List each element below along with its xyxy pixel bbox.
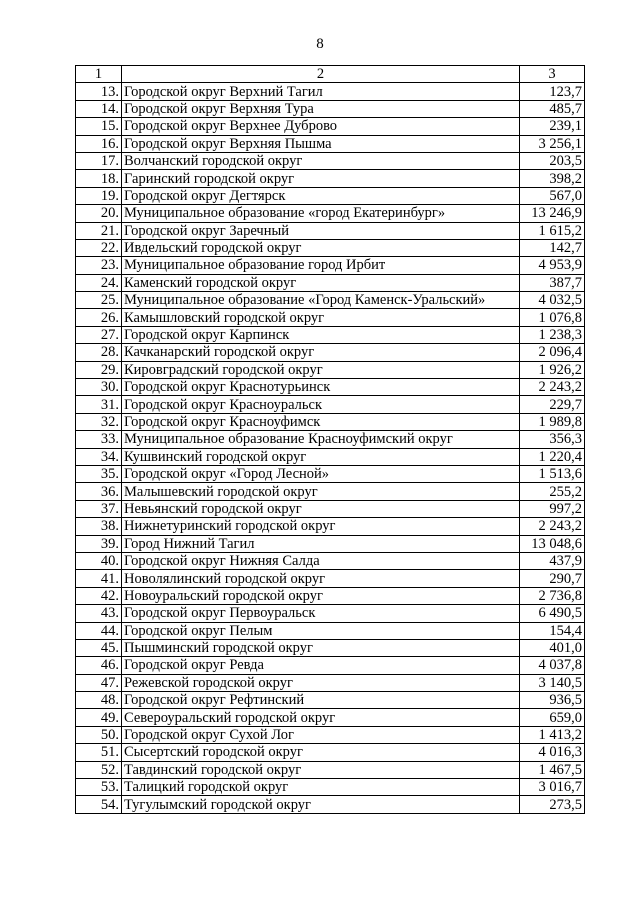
row-value-cell: 398,2 xyxy=(520,170,585,187)
row-value-cell: 4 953,9 xyxy=(520,257,585,274)
table-header-row xyxy=(76,66,585,83)
row-name-cell: Пышминский городской округ xyxy=(122,639,520,656)
table-row xyxy=(76,309,585,326)
row-value-cell: 154,4 xyxy=(520,622,585,639)
row-number-cell: 32. xyxy=(76,413,122,430)
row-name-cell: Тавдинский городской округ xyxy=(122,761,520,778)
row-value-cell: 4 037,8 xyxy=(520,657,585,674)
row-name-cell: Городской округ Карпинск xyxy=(122,326,520,343)
table-body xyxy=(76,66,585,814)
row-name-cell: Городской округ Ревда xyxy=(122,657,520,674)
row-number-cell: 15. xyxy=(76,118,122,135)
row-number-cell: 29. xyxy=(76,361,122,378)
row-name-cell: Городской округ Верхний Тагил xyxy=(122,83,520,100)
table-row xyxy=(76,779,585,796)
data-table xyxy=(75,65,585,814)
row-value-cell: 401,0 xyxy=(520,639,585,656)
table-row xyxy=(76,605,585,622)
table-row xyxy=(76,239,585,256)
row-number-cell: 39. xyxy=(76,535,122,552)
row-name-cell: Камышловский городской округ xyxy=(122,309,520,326)
row-name-cell: Ивдельский городской округ xyxy=(122,239,520,256)
row-name-cell: Новоуральский городской округ xyxy=(122,587,520,604)
page-number: 8 xyxy=(316,36,324,52)
row-number-cell: 33. xyxy=(76,431,122,448)
table-row xyxy=(76,465,585,482)
table-row xyxy=(76,431,585,448)
row-value-cell: 13 246,9 xyxy=(520,205,585,222)
row-name-cell: Кировградский городской округ xyxy=(122,361,520,378)
table-row xyxy=(76,152,585,169)
row-name-cell: Городской округ Краснотурьинск xyxy=(122,379,520,396)
row-value-cell: 273,5 xyxy=(520,796,585,813)
row-value-cell: 1 076,8 xyxy=(520,309,585,326)
table-row xyxy=(76,83,585,100)
row-number-cell: 13. xyxy=(76,83,122,100)
row-name-cell: Городской округ Пелым xyxy=(122,622,520,639)
table-row xyxy=(76,622,585,639)
table-row xyxy=(76,257,585,274)
table-row xyxy=(76,500,585,517)
table-row xyxy=(76,274,585,291)
row-name-cell: Каменский городской округ xyxy=(122,274,520,291)
table-row xyxy=(76,187,585,204)
header-col-name: 2 xyxy=(122,66,520,83)
row-number-cell: 45. xyxy=(76,639,122,656)
row-number-cell: 42. xyxy=(76,587,122,604)
row-name-cell: Городской округ Нижняя Салда xyxy=(122,552,520,569)
row-name-cell: Режевской городской округ xyxy=(122,674,520,691)
table-row xyxy=(76,726,585,743)
row-number-cell: 37. xyxy=(76,500,122,517)
row-value-cell: 3 256,1 xyxy=(520,135,585,152)
row-name-cell: Кушвинский городской округ xyxy=(122,448,520,465)
row-number-cell: 51. xyxy=(76,744,122,761)
table-row xyxy=(76,344,585,361)
table-row xyxy=(76,744,585,761)
row-value-cell: 3 140,5 xyxy=(520,674,585,691)
row-number-cell: 24. xyxy=(76,274,122,291)
row-name-cell: Качканарский городской округ xyxy=(122,344,520,361)
row-number-cell: 16. xyxy=(76,135,122,152)
row-number-cell: 40. xyxy=(76,552,122,569)
row-number-cell: 43. xyxy=(76,605,122,622)
row-number-cell: 18. xyxy=(76,170,122,187)
row-number-cell: 31. xyxy=(76,396,122,413)
row-value-cell: 2 096,4 xyxy=(520,344,585,361)
row-name-cell: Новолялинский городской округ xyxy=(122,570,520,587)
row-value-cell: 659,0 xyxy=(520,709,585,726)
table-row xyxy=(76,639,585,656)
row-name-cell: Невьянский городской округ xyxy=(122,500,520,517)
table-row xyxy=(76,379,585,396)
row-name-cell: Талицкий городской округ xyxy=(122,779,520,796)
row-value-cell: 1 989,8 xyxy=(520,413,585,430)
row-name-cell: Гаринский городской округ xyxy=(122,170,520,187)
row-name-cell: Городской округ Красноуральск xyxy=(122,396,520,413)
table-row xyxy=(76,396,585,413)
table-row xyxy=(76,483,585,500)
table-row xyxy=(76,709,585,726)
row-name-cell: Муниципальное образование «город Екатеринбург» xyxy=(122,205,520,222)
row-name-cell: Городской округ Верхняя Тура xyxy=(122,100,520,117)
table-row xyxy=(76,518,585,535)
row-name-cell: Волчанский городской округ xyxy=(122,152,520,169)
row-name-cell: Городской округ «Город Лесной» xyxy=(122,465,520,482)
row-number-cell: 54. xyxy=(76,796,122,813)
row-name-cell: Городской округ Верхняя Пышма xyxy=(122,135,520,152)
row-number-cell: 14. xyxy=(76,100,122,117)
row-number-cell: 41. xyxy=(76,570,122,587)
table-row xyxy=(76,448,585,465)
row-name-cell: Городской округ Заречный xyxy=(122,222,520,239)
row-value-cell: 356,3 xyxy=(520,431,585,448)
row-value-cell: 229,7 xyxy=(520,396,585,413)
table-row xyxy=(76,100,585,117)
row-value-cell: 255,2 xyxy=(520,483,585,500)
table-row xyxy=(76,796,585,813)
row-number-cell: 21. xyxy=(76,222,122,239)
table-row xyxy=(76,326,585,343)
row-value-cell: 2 736,8 xyxy=(520,587,585,604)
row-number-cell: 53. xyxy=(76,779,122,796)
row-value-cell: 6 490,5 xyxy=(520,605,585,622)
row-value-cell: 3 016,7 xyxy=(520,779,585,796)
row-number-cell: 34. xyxy=(76,448,122,465)
row-value-cell: 203,5 xyxy=(520,152,585,169)
table-row xyxy=(76,552,585,569)
row-value-cell: 1 238,3 xyxy=(520,326,585,343)
row-number-cell: 48. xyxy=(76,692,122,709)
row-value-cell: 567,0 xyxy=(520,187,585,204)
table-row xyxy=(76,361,585,378)
row-value-cell: 1 220,4 xyxy=(520,448,585,465)
row-value-cell: 13 048,6 xyxy=(520,535,585,552)
row-number-cell: 50. xyxy=(76,726,122,743)
header-col-value: 3 xyxy=(520,66,585,83)
row-number-cell: 52. xyxy=(76,761,122,778)
row-name-cell: Городской округ Рефтинский xyxy=(122,692,520,709)
row-number-cell: 22. xyxy=(76,239,122,256)
table-row xyxy=(76,292,585,309)
row-number-cell: 20. xyxy=(76,205,122,222)
row-number-cell: 28. xyxy=(76,344,122,361)
row-value-cell: 2 243,2 xyxy=(520,379,585,396)
table-row xyxy=(76,570,585,587)
table-row xyxy=(76,205,585,222)
table-row xyxy=(76,135,585,152)
table-row xyxy=(76,222,585,239)
table-row xyxy=(76,413,585,430)
row-value-cell: 1 615,2 xyxy=(520,222,585,239)
row-value-cell: 1 513,6 xyxy=(520,465,585,482)
row-number-cell: 25. xyxy=(76,292,122,309)
row-name-cell: Муниципальное образование «Город Каменск-Уральский» xyxy=(122,292,520,309)
row-number-cell: 46. xyxy=(76,657,122,674)
row-value-cell: 936,5 xyxy=(520,692,585,709)
row-name-cell: Город Нижний Тагил xyxy=(122,535,520,552)
row-name-cell: Муниципальное образование город Ирбит xyxy=(122,257,520,274)
row-value-cell: 485,7 xyxy=(520,100,585,117)
row-number-cell: 36. xyxy=(76,483,122,500)
header-col-number: 1 xyxy=(76,66,122,83)
row-value-cell: 123,7 xyxy=(520,83,585,100)
row-name-cell: Городской округ Верхнее Дуброво xyxy=(122,118,520,135)
row-name-cell: Городской округ Сухой Лог xyxy=(122,726,520,743)
table-row xyxy=(76,674,585,691)
table-row xyxy=(76,657,585,674)
row-number-cell: 49. xyxy=(76,709,122,726)
row-value-cell: 142,7 xyxy=(520,239,585,256)
row-number-cell: 38. xyxy=(76,518,122,535)
row-name-cell: Тугулымский городской округ xyxy=(122,796,520,813)
row-number-cell: 19. xyxy=(76,187,122,204)
row-name-cell: Городской округ Первоуральск xyxy=(122,605,520,622)
row-value-cell: 1 926,2 xyxy=(520,361,585,378)
row-name-cell: Муниципальное образование Красноуфимский округ xyxy=(122,431,520,448)
row-value-cell: 290,7 xyxy=(520,570,585,587)
row-name-cell: Сысертский городской округ xyxy=(122,744,520,761)
row-name-cell: Малышевский городской округ xyxy=(122,483,520,500)
row-number-cell: 26. xyxy=(76,309,122,326)
row-value-cell: 1 467,5 xyxy=(520,761,585,778)
row-value-cell: 239,1 xyxy=(520,118,585,135)
row-number-cell: 17. xyxy=(76,152,122,169)
row-name-cell: Североуральский городской округ xyxy=(122,709,520,726)
row-value-cell: 387,7 xyxy=(520,274,585,291)
table-row xyxy=(76,692,585,709)
table-row xyxy=(76,170,585,187)
row-value-cell: 437,9 xyxy=(520,552,585,569)
row-value-cell: 997,2 xyxy=(520,500,585,517)
row-value-cell: 1 413,2 xyxy=(520,726,585,743)
table-row xyxy=(76,587,585,604)
table-row xyxy=(76,535,585,552)
row-number-cell: 35. xyxy=(76,465,122,482)
row-name-cell: Городской округ Красноуфимск xyxy=(122,413,520,430)
row-value-cell: 4 032,5 xyxy=(520,292,585,309)
row-value-cell: 4 016,3 xyxy=(520,744,585,761)
row-number-cell: 47. xyxy=(76,674,122,691)
row-number-cell: 30. xyxy=(76,379,122,396)
row-number-cell: 27. xyxy=(76,326,122,343)
row-value-cell: 2 243,2 xyxy=(520,518,585,535)
table-row xyxy=(76,118,585,135)
row-number-cell: 23. xyxy=(76,257,122,274)
row-number-cell: 44. xyxy=(76,622,122,639)
table-row xyxy=(76,761,585,778)
row-name-cell: Городской округ Дегтярск xyxy=(122,187,520,204)
row-name-cell: Нижнетуринский городской округ xyxy=(122,518,520,535)
